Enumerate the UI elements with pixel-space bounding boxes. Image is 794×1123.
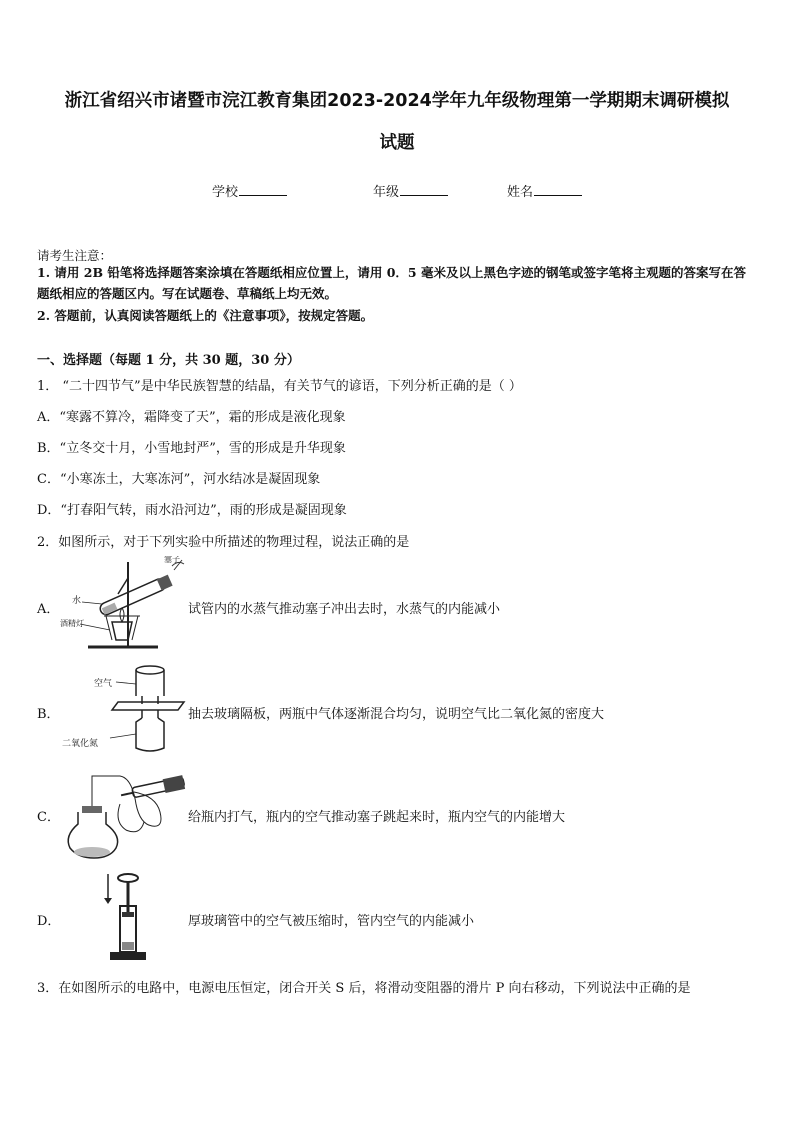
- gas-diffusion-figure: [60, 662, 186, 754]
- figure-label-plug: 塞子: [164, 556, 180, 564]
- figure-label-air: 空气: [94, 679, 113, 689]
- q1-stem: 1． “二十四节气”是中华民族智慧的结晶，有关节气的谚语，下列分析正确的是（ ）: [37, 379, 522, 394]
- test-tube-steam-figure: [60, 556, 188, 652]
- school-field[interactable]: [212, 181, 287, 200]
- compression-tube-figure: [96, 868, 146, 964]
- q3-stem: 3．在如图所示的电路中，电源电压恒定，闭合开关 S 后，将滑动变阻器的滑片 P 向右移动，下列说法中正确的是: [37, 981, 691, 996]
- grade-blank[interactable]: [400, 182, 448, 196]
- figure-label-lamp: 酒精灯: [60, 619, 84, 628]
- notice-item-1: 1. 请用 2B 铅笔将选择题答案涂填在答题纸相应位置上，请用 0．5 毫米及以上黑色字迹的钢笔或签字笔将主观题的答案写在答题纸相应的答题区内。写在试题卷、草稿纸上均无效。: [37, 265, 746, 301]
- notice-heading: 请考生注意：: [37, 248, 113, 263]
- q1-option-c: C．“小寒冻土，大寒冻河”，河水结冰是凝固现象: [37, 472, 321, 487]
- q1-option-b: B．“立冬交十月，小雪地封严”，雪的形成是升华现象: [37, 441, 346, 456]
- q2-c-label: C．: [37, 810, 60, 825]
- school-label: 学校: [212, 185, 239, 200]
- grade-field[interactable]: [373, 181, 448, 200]
- name-field[interactable]: [507, 181, 582, 200]
- q2-d-text: 厚玻璃管中的空气被压缩时，管内空气的内能减小: [188, 914, 475, 929]
- school-blank[interactable]: [239, 182, 287, 196]
- grade-label: 年级: [373, 185, 400, 200]
- q2-a-label: A．: [37, 602, 60, 617]
- q2-a-text: 试管内的水蒸气推动塞子冲出去时，水蒸气的内能减小: [188, 602, 501, 617]
- q2-b-label: B．: [37, 707, 60, 722]
- q2-c-text: 给瓶内打气，瓶内的空气推动塞子跳起来时，瓶内空气的内能增大: [188, 810, 566, 825]
- flask-pump-figure: [60, 764, 188, 860]
- figure-label-water: 水: [72, 596, 82, 606]
- exam-title-line1: 浙江省绍兴市诸暨市浣江教育集团2023-2024学年九年级物理第一学期期末调研模拟: [64, 91, 730, 111]
- name-blank[interactable]: [534, 182, 582, 196]
- section1-heading: 一、选择题（每题 1 分，共 30 题，30 分）: [37, 353, 300, 368]
- name-label: 姓名: [507, 185, 534, 200]
- q2-stem: 2．如图所示，对于下列实验中所描述的物理过程，说法正确的是: [37, 535, 410, 550]
- notice-item-2: 2. 答题前，认真阅读答题纸上的《注意事项》，按规定答题。: [37, 308, 374, 323]
- exam-title-line2: 试题: [379, 133, 415, 153]
- figure-label-no2: 二氧化氮: [62, 739, 99, 749]
- q1-option-a: A．“寒露不算冷，霜降变了天”，霜的形成是液化现象: [37, 410, 346, 425]
- q1-option-d: D．“打春阳气转，雨水沿河边”，雨的形成是凝固现象: [37, 503, 347, 518]
- q2-b-text: 抽去玻璃隔板，两瓶中气体逐渐混合均匀，说明空气比二氧化氮的密度大: [188, 707, 605, 722]
- q2-d-label: D．: [37, 914, 61, 929]
